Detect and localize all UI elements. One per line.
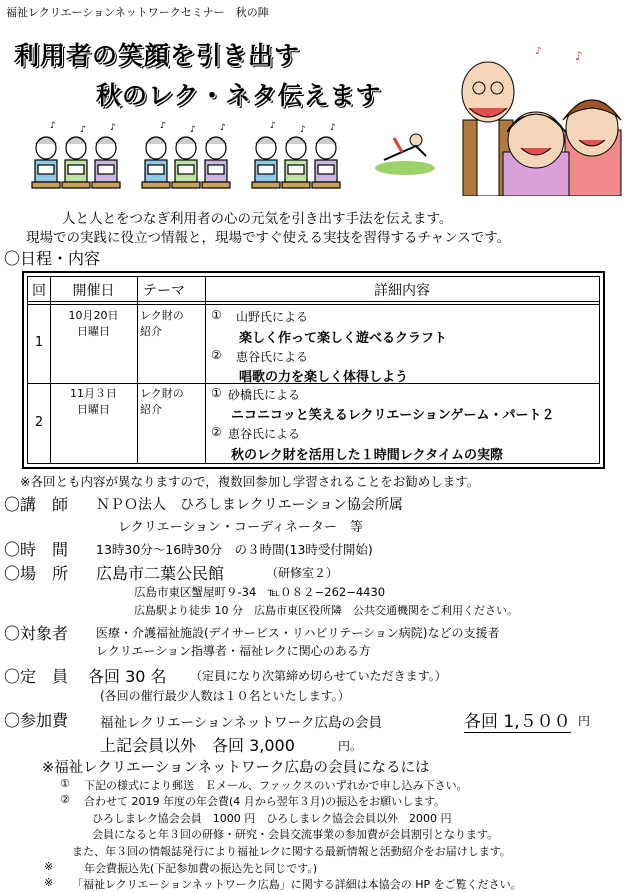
table-header-details: 詳細内容 — [374, 283, 430, 299]
row1-theme-1: レク財の — [140, 309, 184, 322]
row2-item1-mark: ① — [211, 386, 222, 400]
row2-day: 日曜日 — [77, 403, 110, 416]
target-line-1: 医療・介護福祉施設(デイサービス・リハビリテーション病院)などの支援者 — [96, 626, 500, 640]
place-room: （研修室２） — [266, 566, 339, 580]
row2-item2-by: 恵谷氏による — [228, 427, 301, 441]
row2-theme-2: 紹介 — [140, 403, 162, 416]
membership-note2-mark: ※ — [44, 876, 54, 889]
row2-item1-title: ニコニコッと笑えるレクリエーションゲーム・パート２ — [231, 408, 555, 423]
capacity-label: 〇定 員 — [4, 667, 69, 686]
svg-text:♪: ♪ — [330, 123, 336, 133]
row1-item1-title: 楽しく作って楽しく遊べるクラフト — [239, 331, 448, 346]
row1-item2-title: 唱歌の力を楽しく体得しよう — [239, 370, 409, 385]
capacity-value: 各回 30 名 — [88, 667, 167, 686]
intro-line-2: 現場での実践に役立つ情報と，現場ですぐ使える実技を習得するチャンスです。 — [26, 230, 511, 246]
membership-info-line: また、年３回の情報誌発行により福祉レクに関する最新情報と活動紹介をお届けします。 — [72, 845, 511, 858]
table-header-theme: テーマ — [143, 283, 185, 299]
row2-item1-by: 砂橋氏による — [228, 388, 301, 402]
title-line-1: 利用者の笑顔を引き出す — [14, 41, 301, 70]
row1-theme-2: 紹介 — [140, 325, 162, 338]
membership-item1: 下記の様式により郵送 Ｅメール、ファックスのいずれかで申し込み下さい。 — [84, 779, 468, 792]
row1-date: 10月20日 — [68, 309, 119, 322]
svg-text:♪: ♪ — [50, 121, 56, 131]
lecturer-line-1: ＮＰＯ法人 ひろしまレクリエーション協会所属 — [96, 497, 403, 513]
membership-note1-mark: ※ — [44, 860, 54, 873]
intro-line-1: 人と人とをつなぎ利用者の心の元気を引き出す手法を伝えます。 — [62, 211, 453, 227]
svg-text:♪: ♪ — [190, 125, 196, 135]
fee-member-price: 各回 1,５００ — [464, 707, 571, 733]
lecturer-label: 〇講 師 — [4, 495, 69, 514]
smiling-seniors-illustration — [455, 40, 627, 196]
row2-theme-1: レク財の — [140, 387, 184, 400]
table-header-round: 回 — [32, 283, 46, 299]
capacity-note-2: (各回の催行最少人数は１０名といたします。） — [100, 689, 350, 703]
svg-text:♪: ♪ — [110, 123, 116, 133]
schedule-heading: 〇日程・内容 — [4, 249, 101, 268]
row2-item2-title: 秋のレク財を活用した１時間レクタイムの実際 — [231, 448, 503, 463]
row2-number: 2 — [34, 415, 44, 430]
svg-text:♪: ♪ — [220, 123, 226, 133]
lecturer-line-2: レクリエーション・コーディネーター 等 — [118, 520, 363, 535]
place-access: 広島駅より徒歩 10 分 広島市東区役所隣 公共交通機関をご利用ください。 — [134, 604, 518, 617]
svg-text:♪: ♪ — [575, 49, 583, 63]
svg-text:♪: ♪ — [80, 125, 86, 135]
fee-other-unit: 円。 — [338, 739, 363, 753]
row1-number: 1 — [34, 335, 44, 350]
row1-item2-by: 恵谷氏による — [236, 350, 309, 364]
place-venue: 広島市二葉公民館 — [96, 564, 225, 583]
table-header-date: 開催日 — [72, 283, 115, 299]
place-label: 〇場 所 — [4, 564, 69, 583]
title-line-2: 秋のレク・ネタ伝えます — [96, 81, 382, 110]
membership-heading: ※福祉レクリエーションネットワーク広島の会員になるには — [42, 760, 430, 776]
place-address: 広島市東区蟹屋町９-34 ℡０８２−262−4430 — [134, 585, 386, 599]
membership-item2: 合わせて 2019 年度の年会費(4 月から翌年３月)の振込をお願いします。 — [84, 795, 446, 808]
exercise-person-illustration — [372, 130, 438, 176]
target-label: 〇対象者 — [4, 624, 69, 643]
time-label: 〇時 間 — [4, 540, 69, 559]
header-text: 福祉レクリエーションネットワークセミナー 秋の陣 — [6, 6, 269, 19]
row1-item1-by: 山野氏による — [236, 310, 309, 324]
singing-seniors-illustration — [28, 118, 368, 198]
svg-text:♪: ♪ — [300, 125, 306, 135]
membership-note1: 年会費振込先(下記参加費の振込先と同じです。) — [84, 862, 318, 875]
fee-other-label: 上記会員以外 各回 3,000 — [100, 736, 295, 755]
membership-item1-mark: ① — [60, 777, 70, 790]
fee-member-unit: 円 — [578, 714, 591, 728]
membership-note2: 「福祉レクリエーションネットワーク広島」に関する詳細は本協会の HP をご覧ください。 — [72, 878, 522, 891]
svg-text:♪: ♪ — [160, 121, 166, 131]
row1-item1-mark: ① — [211, 308, 222, 322]
time-value: 13時30分〜16時30分 の３時間(13時受付開始) — [96, 542, 373, 557]
membership-item2-mark: ② — [60, 793, 70, 806]
membership-benefit-line: 会員になると年３回の研修・研究・会員交流事業の参加費が会員割引となります。 — [92, 828, 499, 841]
membership-fee-line: ひろしまレク協会会員 1000 円 ひろしまレク協会会員以外 2000 円 — [92, 812, 452, 825]
fee-member-label: 福祉レクリエーションネットワーク広島の会員 — [100, 715, 383, 731]
svg-text:♪: ♪ — [535, 46, 542, 57]
row1-item2-mark: ② — [211, 348, 222, 362]
svg-text:♪: ♪ — [270, 121, 276, 131]
row2-date: 11月３日 — [70, 387, 117, 400]
capacity-note-1: （定員になり次第締め切らせていただきます。） — [190, 669, 447, 683]
fee-label: 〇参加費 — [4, 711, 69, 730]
target-line-2: レクリエーション指導者・福祉レクに関心のある方 — [96, 644, 371, 658]
row2-item2-mark: ② — [211, 425, 222, 439]
table-note: ※各回とも内容が異なりますので，複数回参加し学習されることをお勧めします。 — [20, 474, 480, 489]
row1-day: 日曜日 — [77, 325, 110, 338]
schedule-table — [22, 271, 605, 469]
